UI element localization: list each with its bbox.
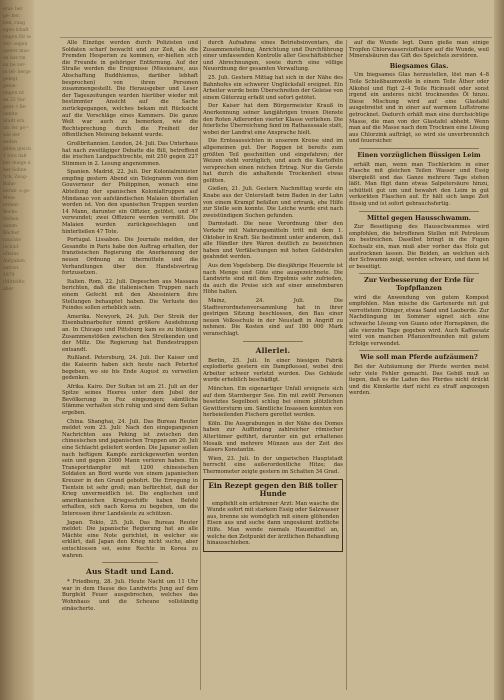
- article-paragraph: Aus dem Vogelsberg. Die diesjährige Heuernte ist nach Menge und Güte eine ausgezeichnete. Die Landwirte sind mit dem Ergebnis sehr zufrieden, da auch die Preise sich auf einer annehmbaren Höhe halten.: [203, 263, 343, 296]
- article-paragraph: 25. Juli. Gestern Mittag hat sich in der Nähe des Bahnhofes ein schwerer Unglücksfall ereignet. Ein Arbeiter wurde beim Überschreiten der Geleise von einem Güterzug erfaßt und sofort getötet.: [203, 74, 343, 101]
- section-divider: [359, 211, 479, 212]
- adjacent-page-text: eral- ber ge- ber, ben, rung egen fchaft ungen für ie ver- :eigen sperer mus- en bar rm an be ver- in tel- berge gelegt genie- ungen rd en 25 Ver- gent- t Be- lannte Stadt ern im: fer ge= wie der enden jelfen gleich 1 foro daß ber dunge n her Sohne fich, Zeug- Bahn- berab- a ge- Mem- ordent- Boche tlichen einem Bücher rauchte tschäd- ufteins Aufgaben oatriot. 1870 (Mittelfte aber: [3, 7, 31, 292]
- news-item-japan: Japan. Tokio, 25. Juli. Das Bureau Reuter meldet: Die japanische Regierung hat an alle Mächte eine Note gerichtet, in welcher sie erklärt, daß Japan den Krieg nicht suche, aber entschlossen sei, seine Rechte in Korea zu wahren.: [62, 519, 198, 559]
- page-edge: [494, 0, 504, 700]
- column-rule: [200, 40, 201, 690]
- article-paragraph: Gießen, 21. Juli. Gestern Nachmittag wurde ein Knabe aus der Unterstadt beim Baden in der Lahn von einem Krampf befallen und ertrank, ehe Hilfe zur Stelle sein konnte. Die Leiche wurde erst nach zweistündigem Suchen gefunden.: [203, 186, 343, 219]
- article-paragraph: Die Ernteaussichten in unserem Kreise sind im allgemeinen gut. Der Roggen ist bereits zum größten Teil geschnitten und eingefahren; der Weizen steht vorzüglich, und auch die Kartoffeln versprechen einen reichen Ertrag. Nur die Gerste hat durch die anhaltende Trockenheit etwas gelitten.: [203, 138, 343, 184]
- section-divider: [359, 148, 479, 149]
- article-paragraph: Zur Beseitigung des Hausschwammes wird empfohlen, die betroffenen Stellen mit Petroleum zu bestreichen. Daselbst bringt in die Fugen Kochsalz ein, man muß aber vorher das Holz gut austrocknen lassen. Die Beiden, an welchen sich der Schwamm zeigt, werden schwarz, und dann ist er beseitigt.: [349, 224, 489, 270]
- article-paragraph: Der Kaiser hat dem Bürgermeister Krauß in Anerkennung seiner langjährigen treuen Dienste den Roten Adlerorden vierter Klasse verliehen. Die feierliche Überreichung fand im Rathaussaale statt, wobei der Landrat eine Ansprache hielt.: [203, 103, 343, 136]
- misc-paragraph: Wien, 23. Juli. In der ungarischen Hauptstadt herrscht eine außerordentliche Hitze; das Thermometer zeigte gestern im Schatten 34 Grad.: [203, 455, 343, 476]
- column-1: [62, 40, 198, 696]
- rabies-recipe-box: [203, 479, 343, 552]
- news-item-africa: Afrika. Kairo. Der Sultan ist am 21. Juli an der Spitze seines Heeres unter dem Jubel der Bevölkerung in Fez eingezogen; sämtliche Stämme verhalten sich ruhig und sind dem Sultan ergeben.: [62, 383, 198, 417]
- news-item-russia: Rußland. Petersburg, 24. Juli. Der Kaiser und die Kaiserin haben sich heute nach Peterhof begeben, wo sie bis Ende August zu verweilen gedenken.: [62, 355, 198, 382]
- heading-dry-rot-remedy: Mittel gegen Hausschwamm.: [366, 213, 471, 222]
- local-news-paragraph: * Friedberg, 28. Juli. Heute Nacht um 11 Uhr war in dem Hause des Landwirts Jung auf dem Burgfeld Feuer ausgebrochen, welches das Wohnhaus und die Scheune vollständig einäscherte.: [62, 579, 198, 612]
- heading-liquid-glue: Einen vorzüglichen flüssigen Leim: [357, 150, 481, 159]
- misc-paragraph: München. Ein eigenartiger Unfall ereignete sich auf dem Starnberger See. Ein mit zwölf Personen besetztes Segelboot schlug bei einem plötzlichen Gewittersturm um. Sämtliche Insassen konnten von herbeieilenden Fischern gerettet werden.: [203, 385, 343, 419]
- heading-potting-soil: Zur Verbesserung der Erde für Topfpflanzen: [364, 276, 474, 292]
- column-2: [203, 40, 343, 696]
- box-text: empfiehlt ein erfahrener Arzt: Man wasche die Wunde sofort mit starkem Essig oder Salzwasser aus, brenne sie womöglich mit einem glühenden Eisen aus und suche dann ungesäumt ärztliche Hilfe. Man wende niemals Hausmittel an, welche den Zeitpunkt der ärztlichen Behandlung hinausschieben.: [207, 500, 339, 547]
- article-paragraph: Darmstadt. Die neue Verordnung über den Verkehr mit Nahrungsmitteln tritt mit dem 1. Oktober in Kraft. Sie bestimmt unter anderem, daß alle Händler ihre Waren deutlich zu bezeichnen haben und Verfälschungen mit hohen Geldstrafen geahndet werden.: [203, 221, 343, 261]
- misc-paragraph: Köln. Die Ausgrabungen in der Nähe des Domes haben zur Auffindung zahlreicher römischer Altertümer geführt, darunter ein gut erhaltenes Mosaik und mehrere Münzen aus der Zeit des Kaisers Konstantin.: [203, 420, 343, 454]
- adjacent-page-margin: [0, 0, 34, 700]
- article-paragraph: auf die Wunde legt. Dann gieße man einige Tropfen Chlorwasserstoffsäure auf die Wunde, weil Mineralsäuren das Gift des Speichels zerstören.: [349, 40, 489, 60]
- news-item-america: Amerika. Newyork, 24. Juli. Der Streik der Eisenbahnarbeiter nimmt größere Ausdehnung an. In Chicago und Pittsburg kam es zu blutigen Zusammenstößen zwischen den Streikenden und der Miliz. Die Regierung hat Bundestruppen entsandt.: [62, 313, 198, 353]
- section-divider: [243, 341, 303, 342]
- section-divider: [359, 350, 479, 351]
- news-item-portugal: Portugal. Lissabon. Die Journale melden, der Gesandte in Paris habe den Auftrag erhalten, der französischen Regierung die Anerkennung der neuen Ordnung zu übermitteln und die Verhandlungen über den Handelsvertrag fortzusetzen.: [62, 237, 198, 277]
- box-title: Ein Rezept gegen den Biß toller Hunde: [208, 480, 338, 499]
- section-heading-miscellaneous: Allerlei.: [255, 345, 291, 355]
- column-3: [349, 40, 489, 696]
- column-rule: [346, 40, 347, 690]
- section-divider: [102, 562, 158, 563]
- section-heading-local-news: Aus Stadt und Land.: [86, 567, 174, 577]
- news-item-spain: Spanien. Madrid, 22. Juli. Der Kolonialminister empfing gestern Abend ein Telegramm von dem Gouverneur der Philippinen, wonach eine Abteilung der spanischen Kolonialtruppen auf Mindanao von aufständischen Malaien überfallen worden ist. Von den spanischen Truppen wurden 14 Mann, darunter ein Offizier, getötet, und 47 verwundet; zwei Offiziere werden vermißt. Die Malaien wurden zurückgeschlagen und hinterließen 47 Tote.: [62, 169, 198, 235]
- article-paragraph: erhält man, wenn man Tischlerleim in einer Flasche mit gleichen Teilen Wasser und Essig übergießt und das Ganze mehrere Tage stehen läßt. Man fügt dann etwas Salpetersäure hinzu, schüttelt gut um und bewahrt den Leim in gut verkorkten Flaschen auf. Er hält sich lange Zeit flüssig und ist sofort gebrauchsfertig.: [349, 161, 489, 208]
- heading-flexible-glass: Biegsames Glas.: [389, 61, 449, 70]
- news-item-china: China. Shanghai, 24. Juli. Das Bureau Reuter meldet vom 23. Juli: Nach den eingegangenen Nachrichten aus Peking ist zwischen den chinesischen und japanischen Truppen am 20. Juli eine Schlacht geliefert worden. Die Japaner sollen nach heftigem Kampfe zurückgeworfen worden sein und gegen 2000 Mann verloren haben. Ein Transportdampfer mit 1200 chinesischen Soldaten an Bord wurde von einem japanischen Kreuzer in den Grund gebohrt. Die Erregung in Tientsin ist sehr groß; man befürchtet, daß der Krieg unvermeidlich ist. Die englischen und amerikanischen Kriegsschiffe haben Befehl erhalten, sich nach Korea zu begeben, um die Interessen ihrer Landsleute zu schützen.: [62, 418, 198, 517]
- heading-bridling-horses: Wie soll man Pferde aufzäumen?: [360, 353, 478, 362]
- article-paragraph: Mainz, 24. Juli. Die Stadtverordnetenversammlung hat in ihrer gestrigen Sitzung beschlossen, den Bau einer neuen Volksschule in der Neustadt in Angriff zu nehmen. Die Kosten sind auf 180 000 Mark veranschlagt.: [203, 297, 343, 337]
- article-paragraph: Um biegsames Glas herzustellen, löst man 4–8 Teile Schießbaumwolle in einem Teile Äther oder Alkohol und fügt 2–4 Teile Ricinusöl oder sonst irgend ein anderes nicht trocknendes Öl hinzu. Diese Mischung wird auf eine Glastafel ausgebreitet und in einer auf warmem Luftstrome getrocknet. Dadurch erhält man eine durchsichtige Masse, die man von der Glastafel abhebt. Wenn man auf die Masse nach dem Trocknen eine Lösung aus Chlorzink aufträgt, so wird sie unverbrennlich und feuersicher.: [349, 72, 489, 145]
- article-paragraph: Bei der Aufzäumung der Pferde werden meist sehr viele Fehler gemacht. Das Gebiß muß so liegen, daß es die Laden des Pferdes nicht drückt und die Kinnkette darf nicht zu straff angezogen werden.: [349, 363, 489, 397]
- section-divider: [359, 273, 479, 274]
- article-paragraph: wird die Anwendung von gutem Kompost empfohlen. Man mische die Gartenerde mit gut verrottetem Dünger, etwas Sand und Lauberde. Zur Nachdüngung im Sommer eignet sich eine schwache Lösung von Guano oder Hornspänen, die alle vierzehn Tage gegeben wird. Auch Kaffeesatz wird von manchen Pflanzenfreunden mit gutem Erfolge verwendet.: [349, 294, 489, 347]
- news-item-italy: Italien. Rom, 22. Juli. Depeschen aus Massaua berichten, daß die italienischen Truppen nach einem Gefecht mit den Abessiniern ihre Stellungen behauptet haben. Die Verluste des Feindes sollen erheblich sein.: [62, 278, 198, 312]
- header-rule: [60, 37, 492, 38]
- misc-paragraph: Berlin, 25. Juli. In einer hiesigen Fabrik explodierte gestern ein Dampfkessel, wobei drei Arbeiter schwer verletzt wurden. Das Gebäude wurde erheblich beschädigt.: [203, 357, 343, 384]
- article-paragraph: durch Aufnahme eines Betriebsinventars, die Zusammenstellung, Anrichtung und Durchführung einer umfassenden Kontrolle aller Geschäftsbücher und Abrechnungen, sowie durch eine völlige Neuordnung der gesamten Verwaltung.: [203, 40, 343, 73]
- article-paragraph: Alle Einzüge werden durch Polizisten und Soldaten scharf bewacht und zur Zeit, als die Fremden Hesperien zu kommen, er-hielten sich die Freunde in gehöriger Entfernung. Auf der Straße werden die Ereignisse (Missionare, aus Abschaffung Buddhismus, darüber lebhaft besprochen) von ihren Personen zusammengestellt. Die Herausgeber und Leser der Tageszeitungen wurden hierüber wieder mit bestimmter Ansicht auf die Sache zurückgegangen, welches bekam mit Rücksicht auf die Vorschläge eines Kammers. Die ganze Welt war auch zu bemerken, wie die Rechtsprechung durch die Freiheit der öffentlichen Meinung bekannt wurde.: [62, 40, 198, 139]
- news-item-great-britain: Großbritannien. London, 24. Juli. Das Unterhaus hat nach zweitägiger Debatte die Bill, betreffend die irischen Landpachtrechte, mit 250 gegen 227 Stimmen in 2. Lesung angenommen.: [62, 140, 198, 167]
